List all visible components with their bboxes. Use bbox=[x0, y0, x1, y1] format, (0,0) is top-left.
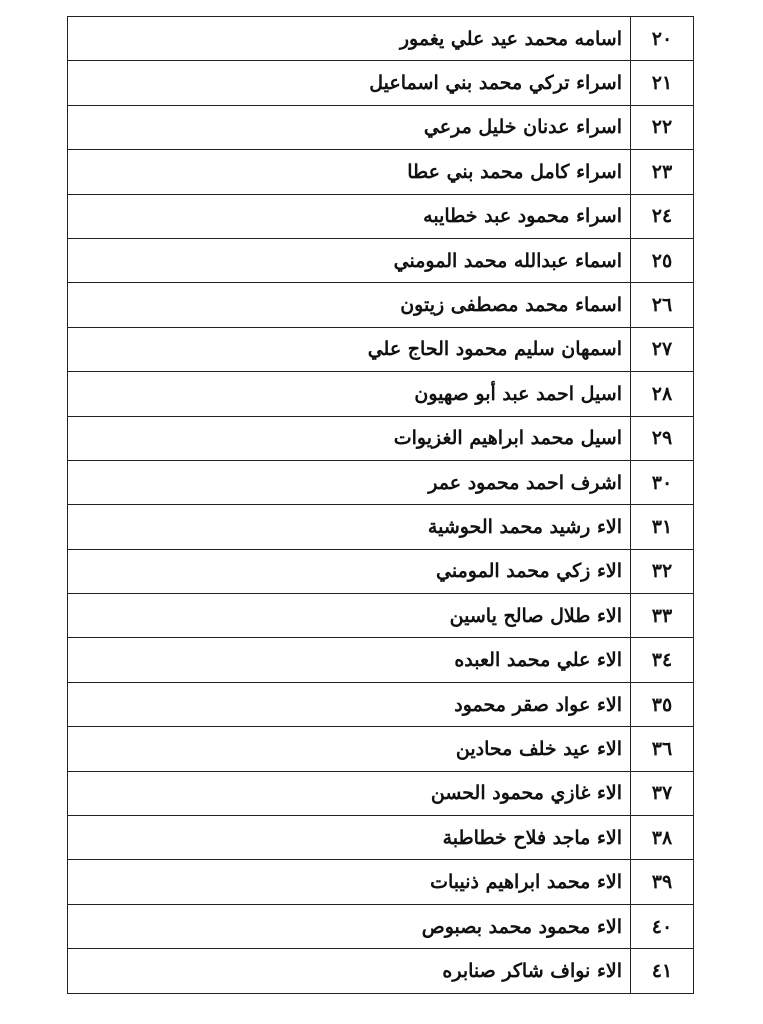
row-name: اسامه محمد عيد علي يغمور bbox=[68, 17, 631, 61]
table-body bbox=[68, 17, 694, 994]
table-row bbox=[68, 949, 694, 993]
row-number: ٢٦ bbox=[631, 283, 694, 327]
row-number: ٣٥ bbox=[631, 682, 694, 726]
row-number: ٤٠ bbox=[631, 904, 694, 948]
row-name: الاء غازي محمود الحسن bbox=[68, 771, 631, 815]
row-number: ٣٢ bbox=[631, 549, 694, 593]
row-number: ٢١ bbox=[631, 61, 694, 105]
table-row bbox=[68, 416, 694, 460]
row-number: ٣٧ bbox=[631, 771, 694, 815]
row-number: ٣٣ bbox=[631, 594, 694, 638]
row-name: الاء رشيد محمد الحوشية bbox=[68, 505, 631, 549]
table-row bbox=[68, 150, 694, 194]
row-name: الاء محمد ابراهيم ذنيبات bbox=[68, 860, 631, 904]
table-row bbox=[68, 61, 694, 105]
table-row bbox=[68, 816, 694, 860]
row-name: اسمهان سليم محمود الحاج علي bbox=[68, 327, 631, 371]
row-number: ٣١ bbox=[631, 505, 694, 549]
table-row bbox=[68, 194, 694, 238]
row-number: ٢٩ bbox=[631, 416, 694, 460]
row-name: اسراء محمود عبد خطايبه bbox=[68, 194, 631, 238]
row-number: ٢٧ bbox=[631, 327, 694, 371]
table-row bbox=[68, 505, 694, 549]
row-number: ٣٩ bbox=[631, 860, 694, 904]
table-row bbox=[68, 327, 694, 371]
row-name: الاء محمود محمد بصبوص bbox=[68, 904, 631, 948]
row-name: الاء عواد صقر محمود bbox=[68, 682, 631, 726]
row-name: الاء ماجد فلاح خطاطبة bbox=[68, 816, 631, 860]
table-row bbox=[68, 17, 694, 61]
row-name: الاء طلال صالح ياسين bbox=[68, 594, 631, 638]
table-row bbox=[68, 860, 694, 904]
row-name: اسراء عدنان خليل مرعي bbox=[68, 105, 631, 149]
table-row bbox=[68, 105, 694, 149]
table-row bbox=[68, 682, 694, 726]
row-number: ٣٨ bbox=[631, 816, 694, 860]
row-name: اسراء تركي محمد بني اسماعيل bbox=[68, 61, 631, 105]
table-row bbox=[68, 460, 694, 504]
row-number: ٢٤ bbox=[631, 194, 694, 238]
row-number: ٤١ bbox=[631, 949, 694, 993]
row-number: ٢٢ bbox=[631, 105, 694, 149]
table-row bbox=[68, 238, 694, 282]
row-name: الاء زكي محمد المومني bbox=[68, 549, 631, 593]
table-row bbox=[68, 771, 694, 815]
row-number: ٢٣ bbox=[631, 150, 694, 194]
row-number: ٣٦ bbox=[631, 727, 694, 771]
table-row bbox=[68, 727, 694, 771]
row-name: الاء نواف شاكر صنابره bbox=[68, 949, 631, 993]
table-row bbox=[68, 904, 694, 948]
row-name: اشرف احمد محمود عمر bbox=[68, 460, 631, 504]
row-number: ٢٨ bbox=[631, 372, 694, 416]
table-row bbox=[68, 372, 694, 416]
row-name: اسراء كامل محمد بني عطا bbox=[68, 150, 631, 194]
row-name: اسيل احمد عبد أبو صهيون bbox=[68, 372, 631, 416]
row-number: ٢٥ bbox=[631, 238, 694, 282]
row-name: اسماء عبدالله محمد المومني bbox=[68, 238, 631, 282]
row-name: الاء عيد خلف محادين bbox=[68, 727, 631, 771]
table-row bbox=[68, 549, 694, 593]
row-name: الاء علي محمد العبده bbox=[68, 638, 631, 682]
row-name: اسماء محمد مصطفى زيتون bbox=[68, 283, 631, 327]
table-row bbox=[68, 283, 694, 327]
row-number: ٢٠ bbox=[631, 17, 694, 61]
table-row bbox=[68, 638, 694, 682]
row-number: ٣٤ bbox=[631, 638, 694, 682]
row-number: ٣٠ bbox=[631, 460, 694, 504]
table-row bbox=[68, 594, 694, 638]
names-table bbox=[67, 16, 694, 994]
row-name: اسيل محمد ابراهيم الغزيوات bbox=[68, 416, 631, 460]
